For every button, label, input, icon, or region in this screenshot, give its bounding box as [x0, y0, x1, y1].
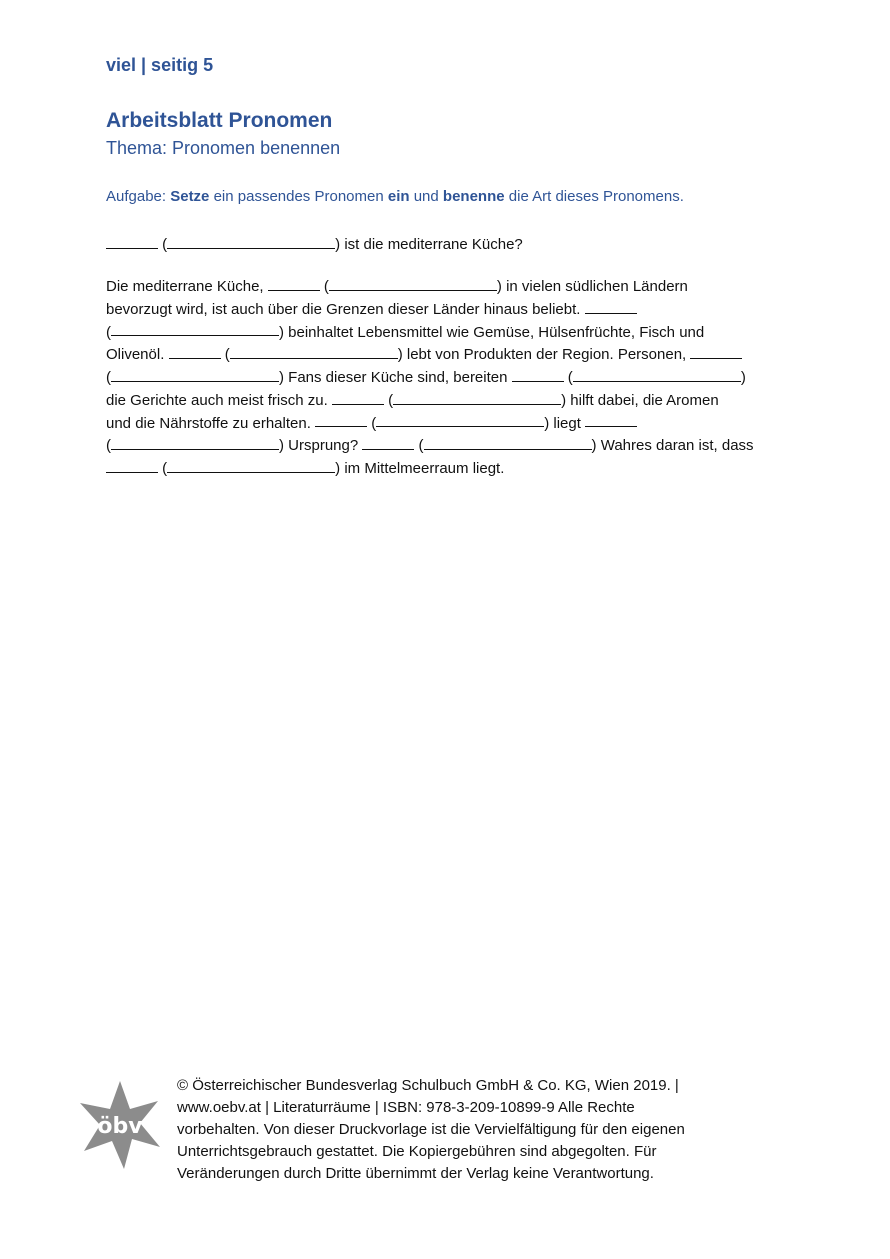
type-blank[interactable]: [230, 343, 398, 359]
pronoun-blank[interactable]: [512, 366, 564, 382]
pronoun-blank[interactable]: [332, 389, 384, 405]
task-instruction: Aufgabe: Setze ein passendes Pronomen ein und benenne die Art dieses Pronomens.: [106, 188, 684, 205]
worksheet-subtitle: Thema: Pronomen benennen: [106, 138, 341, 158]
type-blank[interactable]: [329, 275, 497, 291]
pronoun-blank[interactable]: [106, 457, 158, 473]
oebv-logo: [74, 1075, 166, 1173]
pronoun-blank[interactable]: [585, 298, 637, 314]
question-line: ( ) ist die mediterrane Küche?: [106, 233, 523, 253]
type-blank[interactable]: [393, 389, 561, 405]
type-blank[interactable]: [111, 434, 279, 450]
pronoun-blank[interactable]: [106, 233, 158, 249]
exercise-text: Die mediterrane Küche, ( ) in vielen südlichen Ländern bevorzugt wird, ist auch über die Grenzen dieser Länder hinaus beliebt. ( ) beinhaltet Lebensmittel wie Gemüse, Hülsenfrüchte, Fisch und Olivenöl. ( ) lebt von Produkten der Region. Personen, ( ) Fans dieser Küche sind, bereiten ( ) die Gerichte auch meist frisch zu. ( ) hilft dabei, die Aromen und die Nährstoffe zu erhalten. ( ) liegt ( ) Ursprung? ( ) Wahres daran ist, dass ( ) im Mittelmeerraum liegt.: [106, 275, 786, 480]
pronoun-blank[interactable]: [362, 434, 414, 450]
type-blank[interactable]: [167, 457, 335, 473]
type-blank[interactable]: [167, 233, 335, 249]
logo-text: öbv: [97, 1114, 143, 1139]
type-blank[interactable]: [376, 412, 544, 428]
worksheet-title: Arbeitsblatt Pronomen: [106, 109, 333, 132]
pronoun-blank[interactable]: [268, 275, 320, 291]
type-blank[interactable]: [111, 321, 279, 337]
pronoun-blank[interactable]: [169, 343, 221, 359]
pronoun-blank[interactable]: [690, 343, 742, 359]
type-blank[interactable]: [424, 434, 592, 450]
header-brand: viel | seitig 5: [106, 55, 214, 75]
type-blank[interactable]: [573, 366, 741, 382]
pronoun-blank[interactable]: [585, 412, 637, 428]
copyright-footer: © Österreichischer Bundesverlag Schulbuch GmbH & Co. KG, Wien 2019. | www.oebv.at | Literaturräume | ISBN: 978-3-209-10899-9 Alle Rechte vorbehalten. Von dieser Druckvorlage ist die Vervielfältigung für den eigenen Unterrichtsgebrauch gestattet. Die Kopiergebühren sind abgegolten. Für Veränderungen durch Dritte übernimmt der Verlag keine Verantwortung.: [177, 1077, 685, 1182]
pronoun-blank[interactable]: [315, 412, 367, 428]
type-blank[interactable]: [111, 366, 279, 382]
